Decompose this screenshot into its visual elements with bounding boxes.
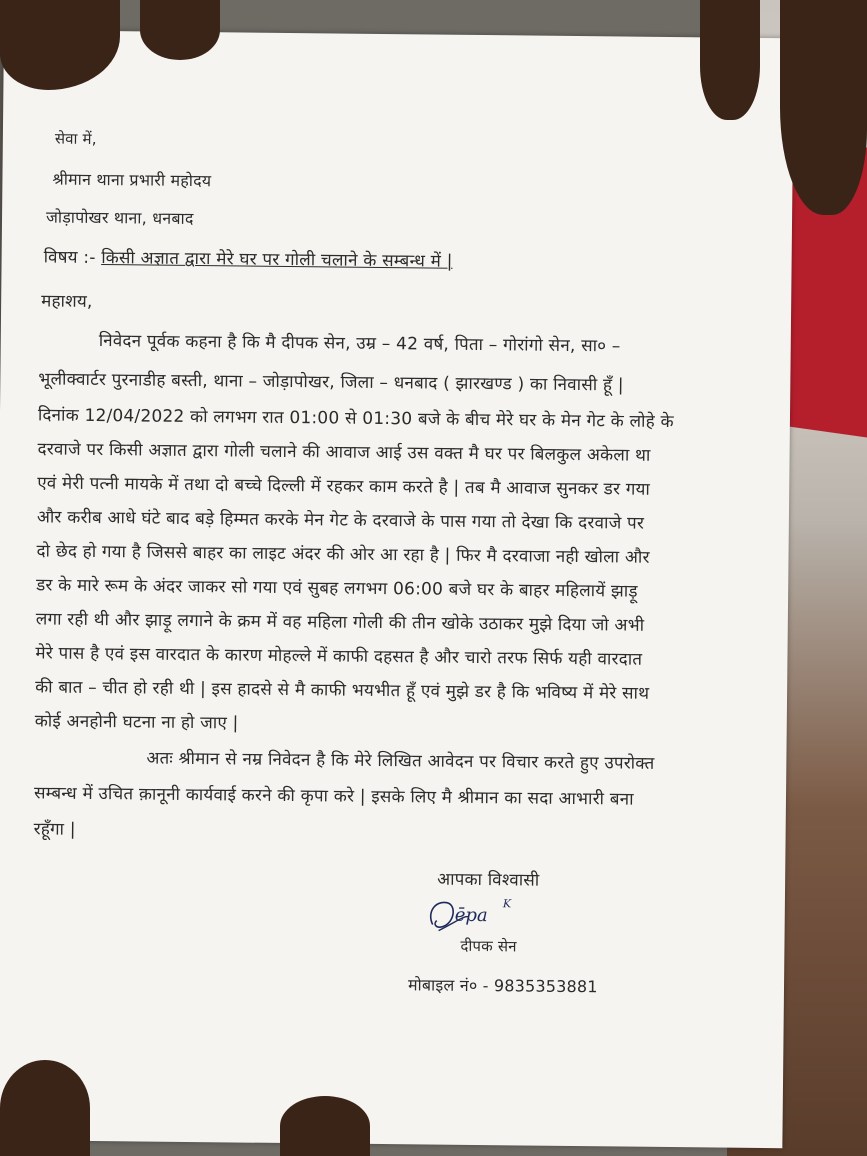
body-line: दिनांक 12/04/2022 को लगभग रात 01:00 से 01:30 बजे के बीच मेरे घर के मेन गेट के लोहे के xyxy=(37,405,674,433)
body-line: दो छेद हो गया है जिससे बाहर का लाइट अंदर की ओर आ रहा है | फिर मै दरवाजा नही खोला और xyxy=(36,541,650,568)
body-line: की बात – चीत हो रही थी | इस हादसे से मै काफी भयभीत हूँ एवं मुझे डर है कि भविष्य में मेरे साथ xyxy=(35,677,650,704)
salutation-to: सेवा में, xyxy=(54,129,97,148)
body-line: डर के मारे रूम के अंदर जाकर सो गया एवं सुबह लगभग 06:00 बजे घर के बाहर महिलायें झाड़ू xyxy=(36,575,638,602)
signature xyxy=(425,894,535,939)
body-line: भूलीक्वार्टर पुरनाडीह बस्ती, थाना – जोड़ापोखर, जिला – धनबाद ( झारखण्ड ) का निवासी हूँ | xyxy=(38,369,624,396)
recipient: श्रीमान थाना प्रभारी महोदय xyxy=(52,169,212,191)
greeting: महाशय, xyxy=(41,291,93,312)
body-line: दरवाजे पर किसी अज्ञात द्वारा गोली चलाने की आवाज आई उस वक्त मै घर पर बिलकुल अकेला था xyxy=(37,439,651,466)
finger-top-right xyxy=(700,0,760,120)
station: जोड़ापोखर थाना, धनबाद xyxy=(45,207,194,228)
signer-name: दीपक सेन xyxy=(460,936,517,956)
letter-paper xyxy=(0,30,794,1148)
finger-top-left xyxy=(140,0,220,60)
body-line: मेरे पास है एवं इस वारदात के कारण मोहल्ले में काफी दहसत है और चारो तरफ सिर्फ यही वारदात xyxy=(35,643,643,670)
hand-bottom-left xyxy=(0,1060,90,1156)
request-line: अतः श्रीमान से नम्र निवेदन है कि मेरे लिखित आवेदन पर विचार करते हुए उपरोक्त xyxy=(146,748,655,774)
subject-line xyxy=(44,244,453,271)
svg-text:ēpa: ēpa xyxy=(454,904,488,927)
subject-label: विषय :- xyxy=(43,247,96,268)
body-line: एवं मेरी पत्नी मायके में तथा दो बच्चे दिल्ली में रहकर काम करते है | तब मै आवाज सुनकर डर गया xyxy=(37,473,651,500)
subject-text: किसी अज्ञात द्वारा मेरे घर पर गोली चलाने के सम्बन्ध में | xyxy=(101,248,453,272)
body-line: कोई अनहोनी घटना ना हो जाए | xyxy=(34,711,239,734)
svg-text:K: K xyxy=(502,897,512,911)
request-line: रहूँगा | xyxy=(33,819,76,840)
body-line: लगा रही थी और झाड़ू लगाने के क्रम में वह महिला गोली की तीन खोके उठाकर मुझे दिया जो अभी xyxy=(35,609,645,636)
body-line: निवेदन पूर्वक कहना है कि मै दीपक सेन, उम्र – 42 वर्ष, पिता – गोरांगो सेन, सा० – xyxy=(98,331,621,357)
closing: आपका विश्वासी xyxy=(437,869,540,891)
finger-bottom-middle xyxy=(280,1096,370,1156)
hand-top-right xyxy=(780,0,867,215)
body-line: और करीब आधे घंटे बाद बड़े हिम्मत करके मेन गेट के दरवाजे के पास गया तो देखा कि दरवाजे पर xyxy=(36,507,645,534)
signature-scribble xyxy=(425,894,535,939)
mobile-number: मोबाइल नं० - 9835353881 xyxy=(407,975,598,997)
request-line: सम्बन्ध में उचित क़ानूनी कार्यवाई करने की कृपा करे | इसके लिए मै श्रीमान का सदा आभारी बना xyxy=(33,783,634,810)
